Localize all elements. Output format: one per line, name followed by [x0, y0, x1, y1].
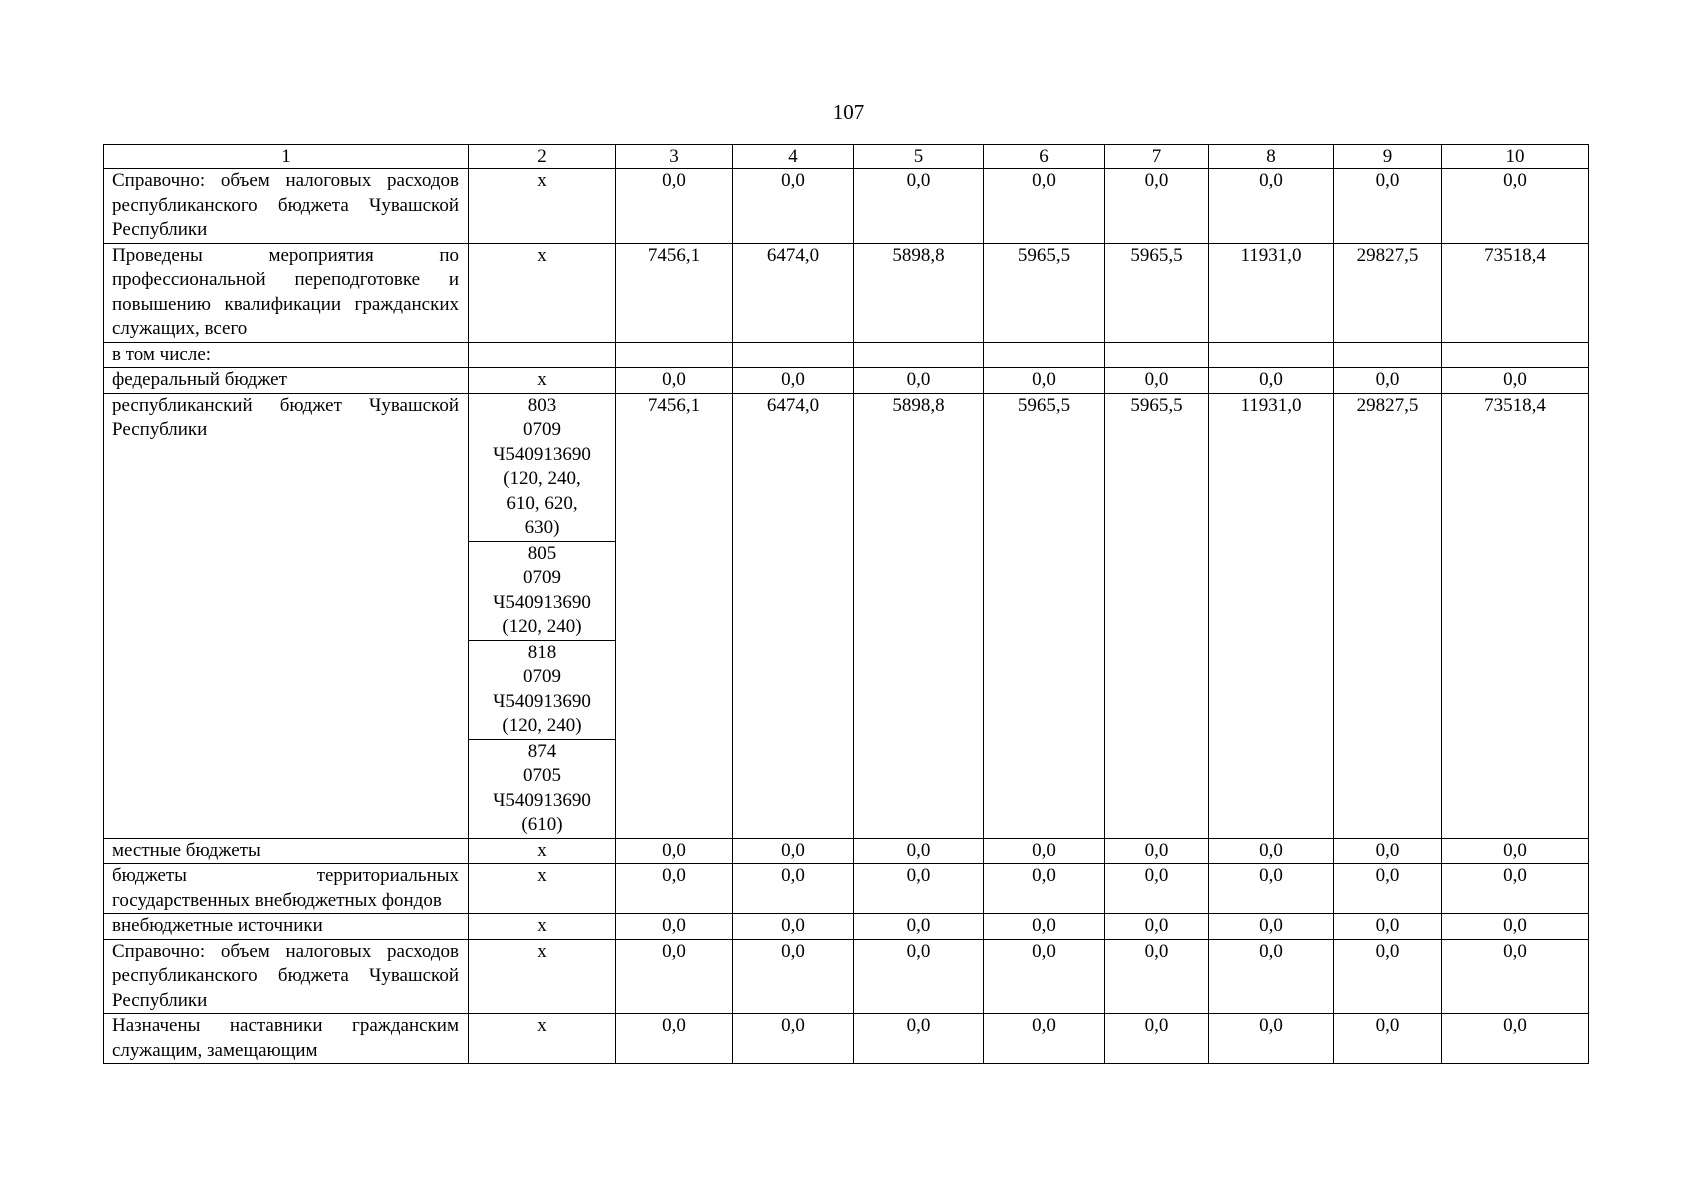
- column-number: 5: [854, 145, 984, 169]
- value-cell: 0,0: [733, 1014, 854, 1064]
- budget-code-line: (120, 240): [502, 616, 582, 637]
- value-cell: [854, 342, 984, 368]
- value-cell: 0,0: [854, 368, 984, 394]
- budget-code-cell: x: [469, 864, 616, 914]
- value-cell: 0,0: [1334, 939, 1442, 1014]
- budget-code-cell: [469, 393, 616, 838]
- value-cell: [1442, 342, 1589, 368]
- value-cell: 0,0: [1442, 914, 1589, 940]
- row-name-cell: Справочно: объем налоговых расходов республиканского бюджета Чувашской Республики: [104, 939, 469, 1014]
- value-cell: 0,0: [1105, 169, 1209, 244]
- value-cell: 73518,4: [1442, 243, 1589, 342]
- value-cell: 0,0: [1209, 838, 1334, 864]
- value-cell: [984, 342, 1105, 368]
- value-cell: 5898,8: [854, 243, 984, 342]
- value-cell: 0,0: [1334, 169, 1442, 244]
- value-cell: 0,0: [1209, 864, 1334, 914]
- budget-code-line: Ч540913690: [493, 443, 591, 465]
- value-cell: 0,0: [616, 1014, 733, 1064]
- row-name-cell: Назначены наставники гражданским служащим, замещающим: [104, 1014, 469, 1064]
- value-cell: 0,0: [1209, 169, 1334, 244]
- value-cell: 7456,1: [616, 393, 733, 838]
- value-cell: 0,0: [733, 914, 854, 940]
- row-name-cell: местные бюджеты: [104, 838, 469, 864]
- value-cell: 0,0: [854, 914, 984, 940]
- value-cell: 0,0: [1442, 838, 1589, 864]
- value-cell: [733, 342, 854, 368]
- table-row: [104, 1014, 1589, 1064]
- value-cell: 6474,0: [733, 243, 854, 342]
- budget-code-block: [469, 541, 615, 640]
- value-cell: 5898,8: [854, 393, 984, 838]
- budget-code-cell: x: [469, 368, 616, 394]
- value-cell: 29827,5: [1334, 393, 1442, 838]
- table-row: [104, 393, 1589, 838]
- value-cell: 0,0: [616, 169, 733, 244]
- table-row: [104, 864, 1589, 914]
- value-cell: 0,0: [854, 1014, 984, 1064]
- budget-code-line: Ч540913690: [493, 789, 591, 811]
- value-cell: 0,0: [1105, 864, 1209, 914]
- budget-code-line: 874: [527, 740, 557, 762]
- table-row: [104, 243, 1589, 342]
- budget-code-cell: x: [469, 243, 616, 342]
- value-cell: 0,0: [1334, 914, 1442, 940]
- value-cell: 0,0: [1334, 368, 1442, 394]
- budget-code-line: 0709: [523, 419, 561, 440]
- value-cell: 0,0: [984, 864, 1105, 914]
- value-cell: 0,0: [1105, 939, 1209, 1014]
- value-cell: [616, 342, 733, 368]
- row-name-cell: в том числе:: [104, 342, 469, 368]
- value-cell: 0,0: [984, 838, 1105, 864]
- budget-code-cell: x: [469, 914, 616, 940]
- value-cell: 29827,5: [1334, 243, 1442, 342]
- value-cell: 5965,5: [984, 243, 1105, 342]
- column-number: 4: [733, 145, 854, 169]
- value-cell: 11931,0: [1209, 393, 1334, 838]
- row-name-cell: бюджеты территориальных государственных внебюджетных фондов: [104, 864, 469, 914]
- row-name-cell: Справочно: объем налоговых расходов республиканского бюджета Чувашской Республики: [104, 169, 469, 244]
- budget-code-line: Ч540913690: [493, 690, 591, 712]
- budget-code-cell: x: [469, 1014, 616, 1064]
- budget-code-line: (120, 240,: [503, 468, 581, 489]
- value-cell: 0,0: [1442, 939, 1589, 1014]
- value-cell: 0,0: [1105, 1014, 1209, 1064]
- value-cell: 0,0: [733, 838, 854, 864]
- row-name-cell: Проведены мероприятия по профессиональной переподготовке и повышению квалификации гражданских служащих, всего: [104, 243, 469, 342]
- budget-table: [103, 144, 1589, 1064]
- value-cell: 0,0: [1442, 1014, 1589, 1064]
- value-cell: 0,0: [1442, 368, 1589, 394]
- column-number: 8: [1209, 145, 1334, 169]
- budget-code-cell: x: [469, 939, 616, 1014]
- value-cell: 0,0: [616, 864, 733, 914]
- value-cell: [1334, 342, 1442, 368]
- value-cell: 0,0: [854, 169, 984, 244]
- table-row: [104, 342, 1589, 368]
- column-number: 10: [1442, 145, 1589, 169]
- value-cell: 0,0: [984, 939, 1105, 1014]
- budget-code-line: 0705: [523, 765, 561, 786]
- budget-code-line: 818: [527, 641, 557, 663]
- budget-code-line: 610, 620,: [506, 492, 578, 514]
- column-number-row: [104, 145, 1589, 169]
- row-name-cell: федеральный бюджет: [104, 368, 469, 394]
- value-cell: 0,0: [1105, 914, 1209, 940]
- value-cell: 0,0: [854, 939, 984, 1014]
- budget-code-line: (120, 240): [502, 715, 582, 736]
- page-number: 107: [832, 100, 865, 124]
- value-cell: 0,0: [1334, 838, 1442, 864]
- table-row: [104, 169, 1589, 244]
- value-cell: 0,0: [1442, 864, 1589, 914]
- value-cell: 6474,0: [733, 393, 854, 838]
- value-cell: 5965,5: [1105, 243, 1209, 342]
- table-row: [104, 368, 1589, 394]
- column-number: 7: [1105, 145, 1209, 169]
- value-cell: 0,0: [1334, 1014, 1442, 1064]
- value-cell: 0,0: [984, 368, 1105, 394]
- budget-code-cell: x: [469, 169, 616, 244]
- budget-code-line: (610): [521, 814, 563, 835]
- table-row: [104, 838, 1589, 864]
- column-number: 9: [1334, 145, 1442, 169]
- budget-code-block: [469, 739, 615, 838]
- budget-code-line: 630): [524, 517, 560, 538]
- column-number: 3: [616, 145, 733, 169]
- value-cell: 0,0: [1209, 368, 1334, 394]
- table-row: [104, 914, 1589, 940]
- budget-code-line: 803: [527, 394, 557, 416]
- value-cell: [1209, 342, 1334, 368]
- value-cell: 0,0: [733, 169, 854, 244]
- value-cell: 0,0: [616, 838, 733, 864]
- value-cell: 0,0: [1334, 864, 1442, 914]
- column-number: 1: [104, 145, 469, 169]
- value-cell: 0,0: [733, 368, 854, 394]
- value-cell: 11931,0: [1209, 243, 1334, 342]
- value-cell: 0,0: [1209, 939, 1334, 1014]
- row-name-cell: республиканский бюджет Чувашской Республики: [104, 393, 469, 838]
- value-cell: [1105, 342, 1209, 368]
- value-cell: 0,0: [984, 1014, 1105, 1064]
- value-cell: 0,0: [1442, 169, 1589, 244]
- value-cell: 5965,5: [1105, 393, 1209, 838]
- value-cell: 0,0: [616, 939, 733, 1014]
- value-cell: 0,0: [1209, 1014, 1334, 1064]
- value-cell: 0,0: [854, 864, 984, 914]
- budget-code-block: [469, 640, 615, 739]
- budget-code-cell: x: [469, 838, 616, 864]
- value-cell: 0,0: [616, 368, 733, 394]
- budget-code-block: [469, 394, 615, 541]
- budget-code-line: 0709: [523, 666, 561, 687]
- value-cell: 5965,5: [984, 393, 1105, 838]
- value-cell: 0,0: [984, 914, 1105, 940]
- value-cell: 0,0: [733, 864, 854, 914]
- column-number: 2: [469, 145, 616, 169]
- value-cell: 0,0: [733, 939, 854, 1014]
- value-cell: 0,0: [984, 169, 1105, 244]
- value-cell: 0,0: [1209, 914, 1334, 940]
- column-number: 6: [984, 145, 1105, 169]
- value-cell: 0,0: [616, 914, 733, 940]
- budget-code-line: Ч540913690: [493, 591, 591, 613]
- budget-code-cell: [469, 342, 616, 368]
- table-row: [104, 939, 1589, 1014]
- value-cell: 7456,1: [616, 243, 733, 342]
- budget-code-line: 805: [527, 542, 557, 564]
- value-cell: 0,0: [1105, 368, 1209, 394]
- budget-code-line: 0709: [523, 567, 561, 588]
- row-name-cell: внебюджетные источники: [104, 914, 469, 940]
- value-cell: 0,0: [1105, 838, 1209, 864]
- value-cell: 73518,4: [1442, 393, 1589, 838]
- value-cell: 0,0: [854, 838, 984, 864]
